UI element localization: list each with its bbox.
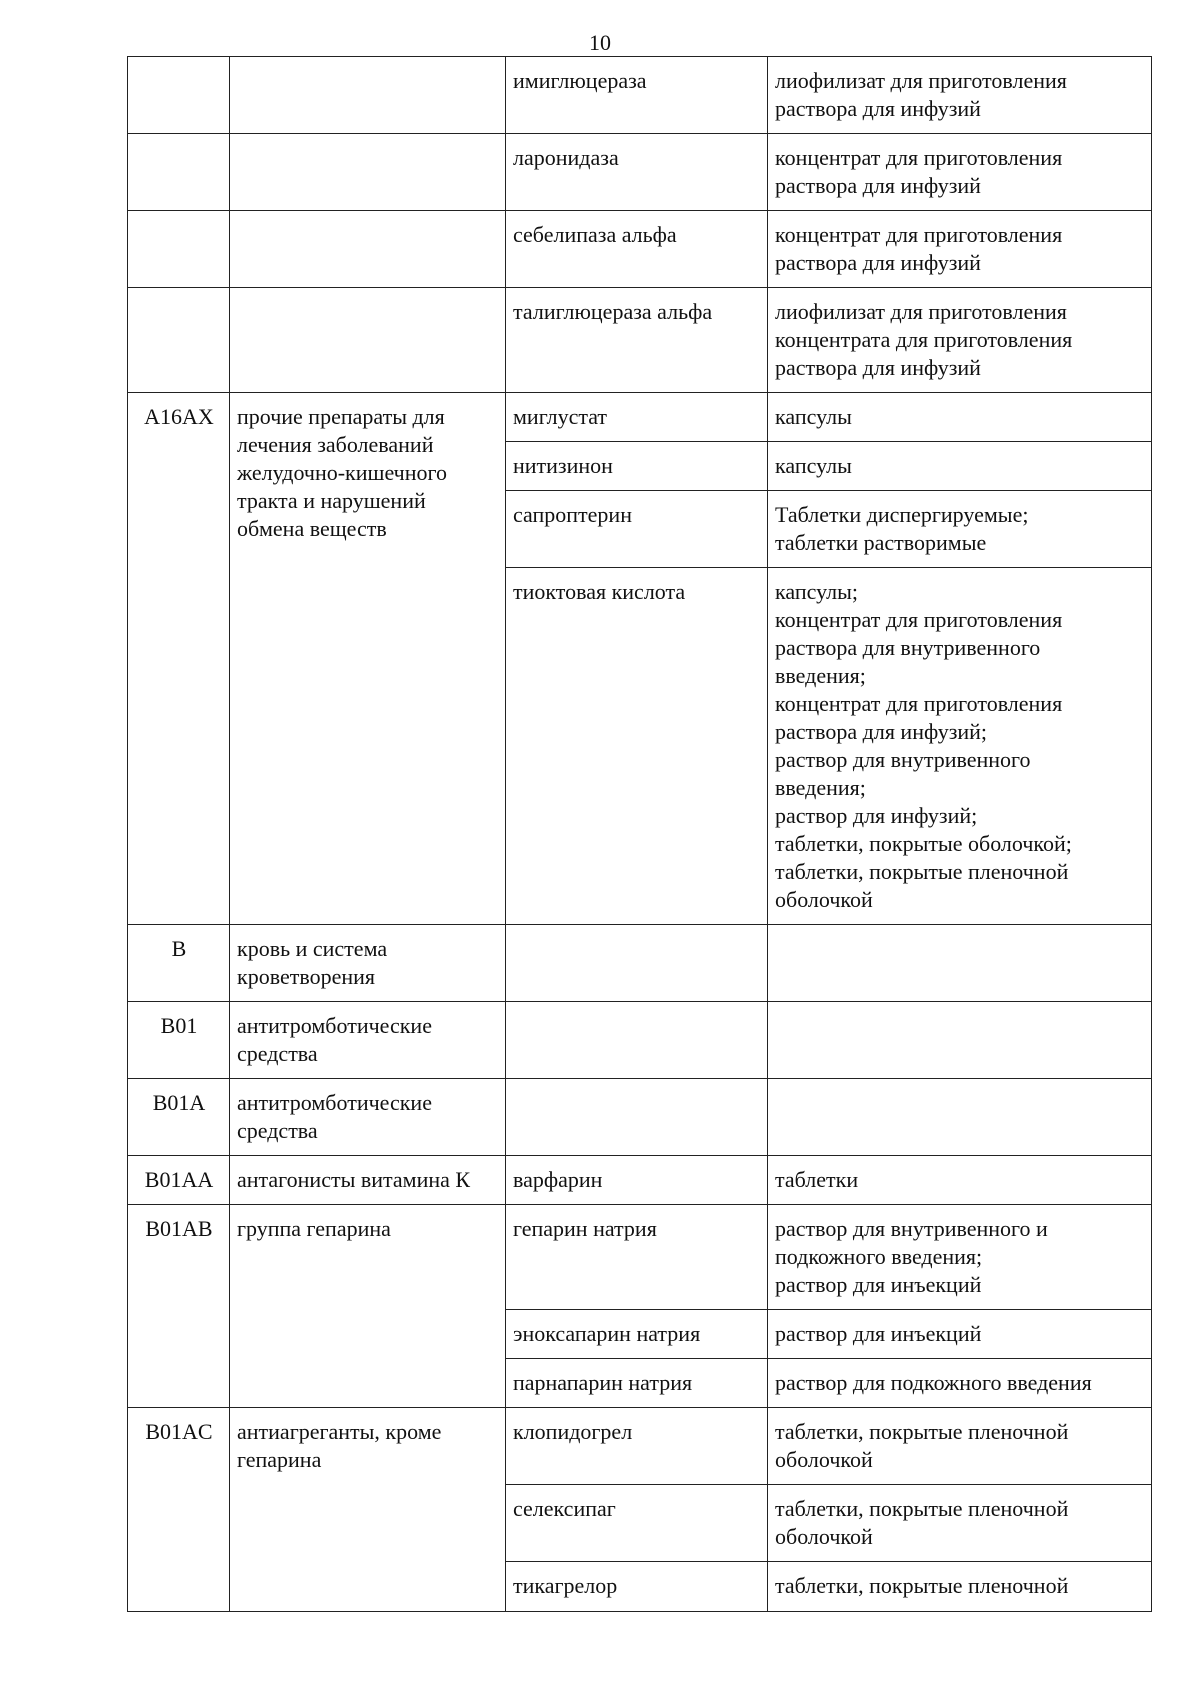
dosage-form-cell: капсулы <box>768 393 1152 442</box>
dosage-form-cell: Таблетки диспергируемые; таблетки растворимые <box>768 491 1152 568</box>
atc-code-cell: B <box>128 925 230 1002</box>
group-cell: прочие препараты для лечения заболеваний желудочно-кишечного тракта и нарушений обмена веществ <box>230 393 506 925</box>
dosage-form-cell: лиофилизат для приготовления концентрата для приготовления раствора для инфузий <box>768 288 1152 393</box>
drug-name-cell: миглустат <box>506 393 768 442</box>
group-cell <box>230 57 506 134</box>
atc-code-cell: B01A <box>128 1079 230 1156</box>
dosage-form-cell: раствор для инъекций <box>768 1310 1152 1359</box>
drug-name-cell: сапроптерин <box>506 491 768 568</box>
dosage-form-cell <box>768 1002 1152 1079</box>
group-cell: антитромботические средства <box>230 1002 506 1079</box>
table-row <box>128 1205 1152 1310</box>
drug-name-cell: имиглюцераза <box>506 57 768 134</box>
dosage-form-cell: капсулы; концентрат для приготовления раствора для внутривенного введения; концентрат для приготовления раствора для инфузий; раствор для внутривенного введения; раствор для инфузий; таблетки, покрытые оболочкой; таблетки, покрытые пленочной оболочкой <box>768 568 1152 925</box>
table-row <box>128 134 1152 211</box>
drug-name-cell: ларонидаза <box>506 134 768 211</box>
atc-code-cell: B01AA <box>128 1156 230 1205</box>
group-cell: антитромботические средства <box>230 1079 506 1156</box>
table-row <box>128 393 1152 442</box>
drug-name-cell <box>506 1002 768 1079</box>
group-cell: антиагреганты, кроме гепарина <box>230 1408 506 1612</box>
dosage-form-cell <box>768 925 1152 1002</box>
drug-name-cell: парнапарин натрия <box>506 1359 768 1408</box>
table-row <box>128 1079 1152 1156</box>
dosage-form-cell <box>768 1079 1152 1156</box>
dosage-form-cell: концентрат для приготовления раствора для инфузий <box>768 211 1152 288</box>
atc-code-cell <box>128 134 230 211</box>
drug-name-cell: нитизинон <box>506 442 768 491</box>
dosage-form-cell: капсулы <box>768 442 1152 491</box>
group-cell: антагонисты витамина К <box>230 1156 506 1205</box>
dosage-form-cell: концентрат для приготовления раствора для инфузий <box>768 134 1152 211</box>
table-row <box>128 1408 1152 1485</box>
dosage-form-cell: таблетки, покрытые пленочной оболочкой <box>768 1485 1152 1562</box>
group-cell: группа гепарина <box>230 1205 506 1408</box>
atc-code-cell: B01AC <box>128 1408 230 1612</box>
group-cell: кровь и система кроветворения <box>230 925 506 1002</box>
drug-name-cell: талиглюцераза альфа <box>506 288 768 393</box>
dosage-form-cell: таблетки, покрытые пленочной оболочкой <box>768 1408 1152 1485</box>
table-row <box>128 925 1152 1002</box>
atc-code-cell: A16AX <box>128 393 230 925</box>
dosage-form-cell: раствор для подкожного введения <box>768 1359 1152 1408</box>
table-row <box>128 1156 1152 1205</box>
table-row <box>128 1002 1152 1079</box>
dosage-form-cell: таблетки <box>768 1156 1152 1205</box>
atc-code-cell <box>128 211 230 288</box>
drug-name-cell: селексипаг <box>506 1485 768 1562</box>
drug-name-cell <box>506 1079 768 1156</box>
atc-code-cell: B01 <box>128 1002 230 1079</box>
group-cell <box>230 134 506 211</box>
table-row <box>128 288 1152 393</box>
drug-name-cell: гепарин натрия <box>506 1205 768 1310</box>
dosage-form-cell: таблетки, покрытые пленочной <box>768 1562 1152 1612</box>
drug-name-cell: варфарин <box>506 1156 768 1205</box>
page-number: 10 <box>589 30 611 55</box>
table-row <box>128 57 1152 134</box>
dosage-form-cell: раствор для внутривенного и подкожного введения; раствор для инъекций <box>768 1205 1152 1310</box>
group-cell <box>230 211 506 288</box>
drug-name-cell: клопидогрел <box>506 1408 768 1485</box>
drug-name-cell: тикагрелор <box>506 1562 768 1612</box>
dosage-form-cell: лиофилизат для приготовления раствора для инфузий <box>768 57 1152 134</box>
drug-name-cell <box>506 925 768 1002</box>
table-row <box>128 211 1152 288</box>
drug-name-cell: себелипаза альфа <box>506 211 768 288</box>
atc-code-cell: B01AB <box>128 1205 230 1408</box>
atc-code-cell <box>128 57 230 134</box>
drug-table <box>127 56 1152 1612</box>
atc-code-cell <box>128 288 230 393</box>
drug-name-cell: тиоктовая кислота <box>506 568 768 925</box>
drug-name-cell: эноксапарин натрия <box>506 1310 768 1359</box>
group-cell <box>230 288 506 393</box>
